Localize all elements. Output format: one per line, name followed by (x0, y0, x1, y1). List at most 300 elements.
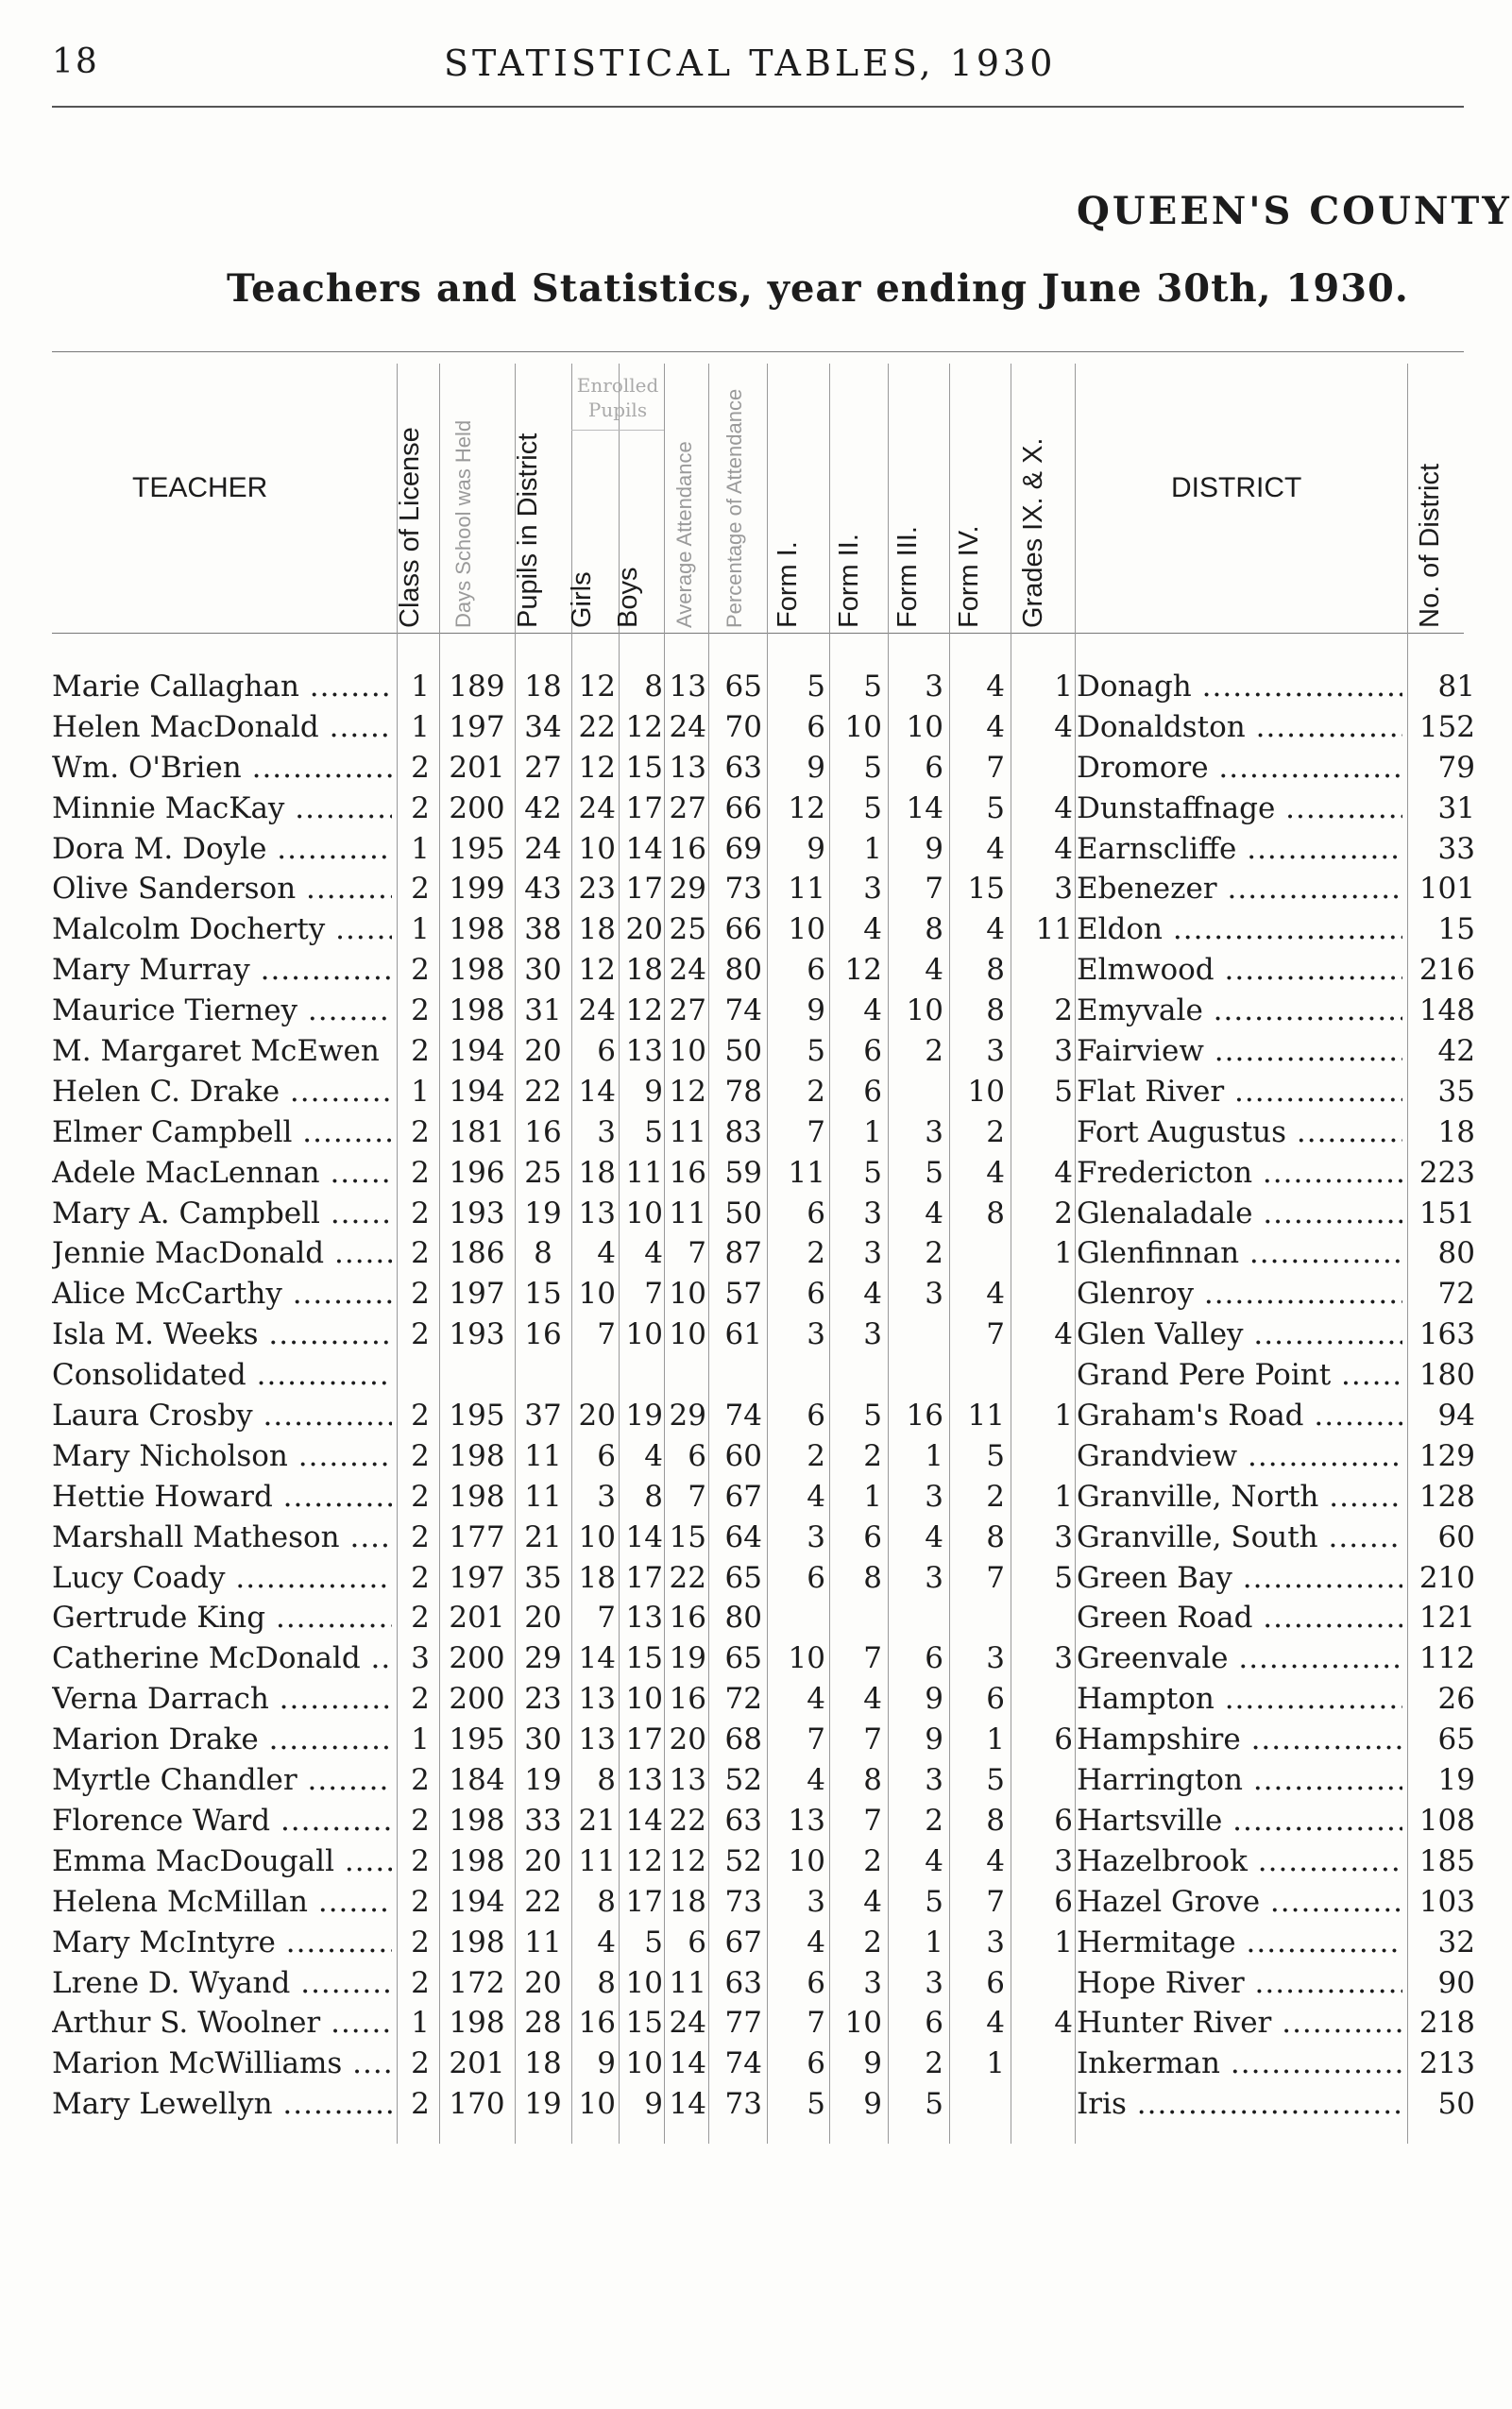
cell-license: 2 (411, 1399, 430, 1434)
cell-girls: 3 (597, 1114, 616, 1149)
cell-average-attendance: 12 (669, 1074, 706, 1109)
cell-grades-ix-x: 2 (1054, 993, 1073, 1028)
cell-form-4: 7 (986, 1317, 1005, 1352)
cell-average-attendance: 20 (669, 1722, 706, 1757)
header-percentage-attendance: Percentage of Attendance (722, 388, 746, 628)
cell-form-2: 1 (863, 1114, 882, 1149)
cell-district: Hartsville ..... (1077, 1801, 1402, 1841)
cell-form-4: 3 (986, 1641, 1005, 1676)
cell-days-held: 189 (449, 670, 505, 704)
header-enrolled: Enrolled Pupils (571, 373, 664, 431)
cell-days-held: 186 (449, 1236, 505, 1271)
cell-percentage-attendance: 65 (724, 1641, 762, 1676)
cell-teacher: Minnie MacKay ..... (52, 789, 392, 829)
cell-form-3: 6 (925, 750, 943, 785)
cell-boys: 17 (625, 790, 663, 825)
cell-days-held: 195 (449, 1722, 505, 1757)
table-row (0, 1031, 1512, 1072)
cell-district: Ebenezer ..... (1077, 869, 1402, 909)
cell-form-2: 4 (863, 912, 882, 947)
cell-form-4: 8 (986, 993, 1005, 1028)
cell-license: 2 (411, 2046, 430, 2081)
cell-boys: 12 (625, 993, 663, 1028)
cell-grades-ix-x: 2 (1054, 1196, 1073, 1230)
cell-form-1: 13 (788, 1803, 825, 1838)
cell-average-attendance: 29 (669, 872, 706, 907)
cell-teacher: Mary A. Campbell ..... (52, 1194, 392, 1234)
cell-pupils: 23 (524, 1682, 562, 1717)
cell-district: Glen Valley ..... (1077, 1315, 1402, 1355)
cell-grades-ix-x: 1 (1054, 1479, 1073, 1514)
cell-form-2: 5 (863, 1155, 882, 1190)
cell-form-4: 8 (986, 953, 1005, 988)
cell-form-1: 4 (807, 1763, 825, 1798)
cell-form-2: 3 (863, 872, 882, 907)
cell-district-number: 19 (1437, 1763, 1475, 1798)
cell-district-number: 18 (1437, 1114, 1475, 1149)
cell-district: Grandview ..... (1077, 1436, 1402, 1477)
cell-district-number: 223 (1419, 1155, 1475, 1190)
cell-days-held: 181 (449, 1114, 505, 1149)
cell-teacher: Marion McWilliams ..... (52, 2044, 392, 2084)
header-average-attendance: Average Attendance (672, 441, 696, 628)
cell-form-2: 6 (863, 1034, 882, 1069)
cell-average-attendance: 13 (669, 750, 706, 785)
table-row (0, 1396, 1512, 1436)
cell-boys: 4 (644, 1236, 663, 1271)
cell-form-3: 2 (925, 1034, 943, 1069)
cell-grades-ix-x: 4 (1054, 790, 1073, 825)
cell-district-number: 15 (1437, 912, 1475, 947)
cell-form-4: 8 (986, 1196, 1005, 1230)
cell-district: Earnscliffe ..... (1077, 829, 1402, 870)
cell-license: 2 (411, 953, 430, 988)
cell-teacher: Marshall Matheson ..... (52, 1518, 392, 1558)
cell-girls: 9 (597, 2046, 616, 2081)
cell-teacher: Mary Murray ..... (52, 950, 392, 991)
cell-district: Donagh ..... (1077, 667, 1402, 707)
cell-form-2: 4 (863, 1682, 882, 1717)
table-row (0, 748, 1512, 789)
cell-pupils: 11 (524, 1925, 562, 1959)
cell-teacher: Marion Drake ..... (52, 1720, 392, 1760)
cell-form-3: 9 (925, 1682, 943, 1717)
table-row (0, 1233, 1512, 1274)
cell-girls: 16 (578, 2006, 616, 2041)
cell-form-1: 3 (807, 1317, 825, 1352)
cell-license: 2 (411, 1236, 430, 1271)
cell-pupils: 8 (534, 1236, 552, 1271)
header-teacher: TEACHER (132, 472, 268, 503)
cell-form-1: 4 (807, 1925, 825, 1959)
header-days-held: Days School was Held (451, 419, 475, 628)
cell-percentage-attendance: 67 (724, 1925, 762, 1959)
cell-girls: 14 (578, 1074, 616, 1109)
cell-form-4: 4 (986, 1277, 1005, 1312)
cell-days-held: 195 (449, 831, 505, 866)
cell-average-attendance: 22 (669, 1560, 706, 1595)
cell-district-number: 108 (1419, 1803, 1475, 1838)
cell-form-4: 3 (986, 1034, 1005, 1069)
table-row (0, 1638, 1512, 1679)
cell-district: Grand Pere Point ..... (1077, 1355, 1402, 1396)
cell-average-attendance: 14 (669, 2046, 706, 2081)
cell-boys: 19 (625, 1399, 663, 1434)
cell-girls: 18 (578, 1155, 616, 1190)
cell-boys: 15 (625, 2006, 663, 2041)
cell-percentage-attendance: 65 (724, 670, 762, 704)
cell-teacher: Elmer Campbell ..... (52, 1112, 392, 1153)
cell-grades-ix-x: 3 (1054, 1034, 1073, 1069)
cell-form-4: 7 (986, 750, 1005, 785)
cell-boys: 10 (625, 1317, 663, 1352)
cell-form-2: 1 (863, 831, 882, 866)
header-form-3: Form III. (892, 526, 923, 628)
cell-form-3: 3 (925, 1763, 943, 1798)
table-row (0, 1923, 1512, 1963)
cell-form-1: 3 (807, 1884, 825, 1919)
cell-license: 2 (411, 1114, 430, 1149)
table-row (0, 1720, 1512, 1760)
cell-form-4: 4 (986, 2006, 1005, 2041)
cell-days-held: 195 (449, 1399, 505, 1434)
cell-teacher: Mary Lewellyn ..... (52, 2084, 392, 2125)
cell-district-number: 180 (1419, 1358, 1475, 1393)
cell-girls: 4 (597, 1236, 616, 1271)
cell-district-number: 80 (1437, 1236, 1475, 1271)
cell-days-held: 194 (449, 1884, 505, 1919)
cell-teacher: Alice McCarthy ..... (52, 1274, 392, 1315)
cell-grades-ix-x: 4 (1054, 2006, 1073, 2041)
cell-form-2: 5 (863, 670, 882, 704)
table-row (0, 789, 1512, 829)
cell-district-number: 152 (1419, 709, 1475, 744)
cell-district: Hazel Grove ..... (1077, 1882, 1402, 1923)
cell-boys: 13 (625, 1034, 663, 1069)
cell-average-attendance: 10 (669, 1277, 706, 1312)
cell-teacher: Helen MacDonald ..... (52, 707, 392, 748)
table-row (0, 1315, 1512, 1355)
cell-license: 2 (411, 1560, 430, 1595)
cell-teacher: Gertrude King ..... (52, 1598, 392, 1638)
cell-percentage-attendance: 72 (724, 1682, 762, 1717)
table-row (0, 1072, 1512, 1112)
cell-form-2: 6 (863, 1519, 882, 1554)
cell-boys: 10 (625, 1196, 663, 1230)
cell-teacher: Maurice Tierney ..... (52, 991, 392, 1031)
cell-girls: 24 (578, 993, 616, 1028)
cell-form-3: 3 (925, 1560, 943, 1595)
cell-district-number: 151 (1419, 1196, 1475, 1230)
cell-days-held: 194 (449, 1034, 505, 1069)
cell-pupils: 33 (524, 1803, 562, 1838)
cell-girls: 11 (578, 1843, 616, 1878)
cell-grades-ix-x: 1 (1054, 1925, 1073, 1959)
cell-license: 2 (411, 1601, 430, 1636)
cell-license: 1 (411, 1722, 430, 1757)
cell-form-1: 6 (807, 709, 825, 744)
cell-license: 2 (411, 1803, 430, 1838)
cell-girls: 12 (578, 750, 616, 785)
cell-girls: 22 (578, 709, 616, 744)
cell-girls: 20 (578, 1399, 616, 1434)
cell-form-3: 4 (925, 953, 943, 988)
cell-license: 2 (411, 872, 430, 907)
cell-form-2: 5 (863, 790, 882, 825)
cell-teacher: Helen C. Drake ..... (52, 1072, 392, 1112)
cell-teacher: Isla M. Weeks ..... (52, 1315, 392, 1355)
cell-percentage-attendance: 83 (724, 1114, 762, 1149)
cell-pupils: 24 (524, 831, 562, 866)
cell-pupils: 20 (524, 1965, 562, 2000)
cell-boys: 14 (625, 1519, 663, 1554)
cell-teacher: Lucy Coady ..... (52, 1558, 392, 1599)
cell-days-held: 198 (449, 1438, 505, 1473)
cell-average-attendance: 18 (669, 1884, 706, 1919)
cell-district: Graham's Road ..... (1077, 1396, 1402, 1436)
cell-days-held: 198 (449, 1803, 505, 1838)
cell-form-4: 8 (986, 1803, 1005, 1838)
cell-days-held: 199 (449, 872, 505, 907)
cell-boys: 5 (644, 1114, 663, 1149)
cell-average-attendance: 13 (669, 670, 706, 704)
cell-district-number: 42 (1437, 1034, 1475, 1069)
cell-form-3: 16 (906, 1399, 943, 1434)
cell-district: Dromore ..... (1077, 748, 1402, 789)
table-row (0, 707, 1512, 748)
header-form-4: Form IV. (954, 525, 984, 628)
cell-girls: 23 (578, 872, 616, 907)
cell-pupils: 15 (524, 1277, 562, 1312)
cell-percentage-attendance: 63 (724, 1803, 762, 1838)
cell-boys: 20 (625, 912, 663, 947)
cell-pupils: 16 (524, 1114, 562, 1149)
cell-form-3: 2 (925, 1236, 943, 1271)
cell-pupils: 28 (524, 2006, 562, 2041)
cell-license: 1 (411, 2006, 430, 2041)
cell-form-4: 3 (986, 1925, 1005, 1959)
cell-days-held: 198 (449, 1925, 505, 1959)
cell-days-held: 198 (449, 2006, 505, 2041)
cell-district: Glenroy ..... (1077, 1274, 1402, 1315)
cell-license: 1 (411, 912, 430, 947)
cell-teacher: Dora M. Doyle ..... (52, 829, 392, 870)
cell-grades-ix-x: 11 (1035, 912, 1073, 947)
cell-form-3: 14 (906, 790, 943, 825)
cell-form-3: 3 (925, 670, 943, 704)
cell-form-2: 7 (863, 1803, 882, 1838)
cell-form-1: 10 (788, 912, 825, 947)
cell-district: Hampton ..... (1077, 1679, 1402, 1720)
cell-form-4: 1 (986, 2046, 1005, 2081)
cell-boys: 8 (644, 670, 663, 704)
cell-girls: 8 (597, 1884, 616, 1919)
cell-form-2: 8 (863, 1763, 882, 1798)
cell-pupils: 42 (524, 790, 562, 825)
cell-percentage-attendance: 50 (724, 1034, 762, 1069)
cell-form-1: 11 (788, 872, 825, 907)
cell-form-2: 7 (863, 1722, 882, 1757)
cell-form-2: 12 (844, 953, 882, 988)
table-row (0, 1679, 1512, 1720)
cell-pupils: 30 (524, 1722, 562, 1757)
cell-days-held: 200 (449, 1641, 505, 1676)
cell-teacher: Emma MacDougall ..... (52, 1841, 392, 1882)
cell-license: 2 (411, 1196, 430, 1230)
cell-district: Hope River ..... (1077, 1963, 1402, 2004)
cell-pupils: 21 (524, 1519, 562, 1554)
header-class-of-license: Class of License (395, 427, 425, 628)
cell-form-2: 4 (863, 993, 882, 1028)
header-girls: Girls (567, 571, 597, 628)
cell-license: 2 (411, 1034, 430, 1069)
cell-license: 2 (411, 1317, 430, 1352)
cell-girls: 10 (578, 2087, 616, 2122)
cell-district: Harrington ..... (1077, 1760, 1402, 1801)
cell-form-2: 8 (863, 1560, 882, 1595)
cell-days-held: 198 (449, 912, 505, 947)
cell-average-attendance: 27 (669, 993, 706, 1028)
cell-pupils: 22 (524, 1074, 562, 1109)
cell-form-1: 6 (807, 1965, 825, 2000)
cell-form-3: 9 (925, 1722, 943, 1757)
cell-district-number: 121 (1419, 1601, 1475, 1636)
cell-pupils: 20 (524, 1601, 562, 1636)
cell-form-2: 9 (863, 2087, 882, 2122)
cell-average-attendance: 11 (669, 1196, 706, 1230)
cell-days-held: 197 (449, 709, 505, 744)
cell-district: Greenvale ..... (1077, 1638, 1402, 1679)
cell-teacher: Hettie Howard ..... (52, 1477, 392, 1518)
cell-form-1: 6 (807, 1560, 825, 1595)
cell-average-attendance: 6 (688, 1925, 706, 1959)
cell-form-4: 5 (986, 1438, 1005, 1473)
cell-boys: 13 (625, 1763, 663, 1798)
cell-form-4: 4 (986, 912, 1005, 947)
cell-license: 1 (411, 670, 430, 704)
cell-district: Elmwood ..... (1077, 950, 1402, 991)
cell-form-4: 1 (986, 1722, 1005, 1757)
cell-form-1: 5 (807, 2087, 825, 2122)
cell-teacher: Lrene D. Wyand ..... (52, 1963, 392, 2004)
cell-form-2: 5 (863, 1399, 882, 1434)
page-number: 18 (52, 42, 99, 81)
header-district-number: No. of District (1415, 463, 1445, 628)
cell-form-1: 12 (788, 790, 825, 825)
cell-form-1: 11 (788, 1155, 825, 1190)
header-pupils-in-district: Pupils in District (513, 433, 543, 628)
cell-girls: 14 (578, 1641, 616, 1676)
cell-license: 1 (411, 831, 430, 866)
cell-district: Donaldston ..... (1077, 707, 1402, 748)
cell-form-4: 6 (986, 1682, 1005, 1717)
cell-average-attendance: 15 (669, 1519, 706, 1554)
cell-form-2: 1 (863, 1479, 882, 1514)
cell-form-4: 5 (986, 790, 1005, 825)
cell-form-3: 4 (925, 1843, 943, 1878)
cell-percentage-attendance: 63 (724, 1965, 762, 2000)
cell-district-number: 163 (1419, 1317, 1475, 1352)
cell-pupils: 19 (524, 1763, 562, 1798)
cell-girls: 7 (597, 1317, 616, 1352)
cell-form-3: 10 (906, 993, 943, 1028)
cell-district-number: 32 (1437, 1925, 1475, 1959)
cell-form-1: 4 (807, 1479, 825, 1514)
cell-form-3: 6 (925, 1641, 943, 1676)
table-row (0, 1518, 1512, 1558)
cell-boys: 12 (625, 1843, 663, 1878)
cell-form-3: 4 (925, 1519, 943, 1554)
table-row (0, 1558, 1512, 1599)
cell-days-held: 198 (449, 1843, 505, 1878)
cell-girls: 21 (578, 1803, 616, 1838)
cell-percentage-attendance: 73 (724, 1884, 762, 1919)
cell-grades-ix-x: 6 (1054, 1722, 1073, 1757)
cell-grades-ix-x: 4 (1054, 709, 1073, 744)
cell-license: 2 (411, 2087, 430, 2122)
table-row (0, 1477, 1512, 1518)
cell-percentage-attendance: 74 (724, 993, 762, 1028)
cell-teacher: Arthur S. Woolner ..... (52, 2003, 392, 2044)
cell-girls: 4 (597, 1925, 616, 1959)
cell-form-3: 4 (925, 1196, 943, 1230)
cell-district: Flat River ..... (1077, 1072, 1402, 1112)
cell-boys: 12 (625, 709, 663, 744)
cell-boys: 17 (625, 872, 663, 907)
cell-form-2: 2 (863, 1438, 882, 1473)
cell-form-4: 4 (986, 1155, 1005, 1190)
cell-form-2: 10 (844, 709, 882, 744)
cell-teacher: Laura Crosby ..... (52, 1396, 392, 1436)
table-row (0, 1841, 1512, 1882)
cell-district: Glenaladale ..... (1077, 1194, 1402, 1234)
cell-pupils: 18 (524, 670, 562, 704)
cell-teacher: Verna Darrach ..... (52, 1679, 392, 1720)
cell-form-4: 4 (986, 1843, 1005, 1878)
cell-teacher: Wm. O'Brien ..... (52, 748, 392, 789)
cell-girls: 12 (578, 953, 616, 988)
cell-grades-ix-x: 3 (1054, 1519, 1073, 1554)
cell-form-2: 6 (863, 1074, 882, 1109)
cell-boys: 4 (644, 1438, 663, 1473)
table-row (0, 829, 1512, 870)
cell-license: 2 (411, 1155, 430, 1190)
table-row (0, 1760, 1512, 1801)
cell-average-attendance: 16 (669, 831, 706, 866)
cell-form-2: 7 (863, 1641, 882, 1676)
cell-boys: 13 (625, 1601, 663, 1636)
table-body (0, 667, 1512, 2125)
cell-district-number: 148 (1419, 993, 1475, 1028)
cell-form-1: 9 (807, 750, 825, 785)
cell-district: Fort Augustus ..... (1077, 1112, 1402, 1153)
cell-form-2: 3 (863, 1317, 882, 1352)
cell-days-held: 196 (449, 1155, 505, 1190)
cell-percentage-attendance: 52 (724, 1843, 762, 1878)
cell-form-1: 10 (788, 1843, 825, 1878)
cell-form-2: 4 (863, 1884, 882, 1919)
cell-form-3: 5 (925, 1884, 943, 1919)
cell-percentage-attendance: 80 (724, 953, 762, 988)
cell-girls: 3 (597, 1479, 616, 1514)
cell-girls: 8 (597, 1763, 616, 1798)
cell-license: 2 (411, 1925, 430, 1959)
cell-pupils: 11 (524, 1438, 562, 1473)
cell-pupils: 20 (524, 1843, 562, 1878)
table-row (0, 1882, 1512, 1923)
cell-percentage-attendance: 74 (724, 2046, 762, 2081)
cell-district-number: 60 (1437, 1519, 1475, 1554)
